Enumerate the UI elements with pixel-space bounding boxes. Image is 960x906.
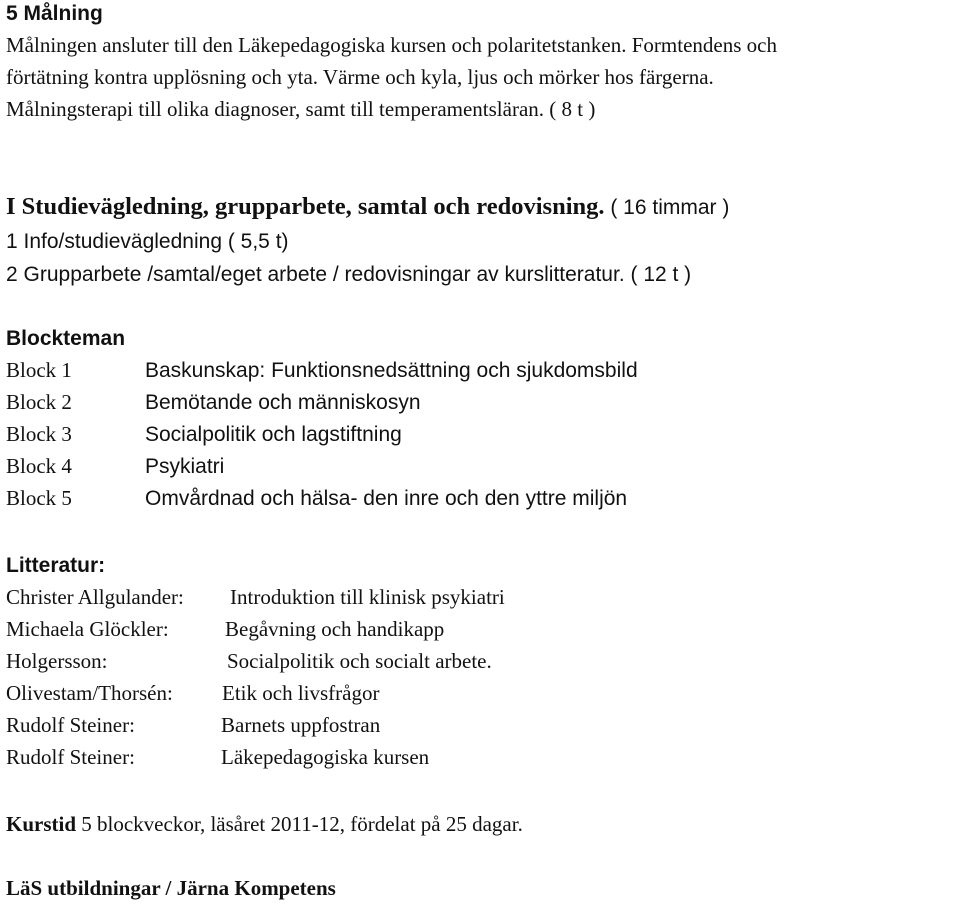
literature-title: Begåvning och handikapp — [225, 617, 445, 641]
study-hours: ( 16 timmar ) — [604, 196, 730, 219]
literature-row — [6, 619, 806, 640]
literature-heading: Litteratur: — [6, 554, 106, 577]
block-row — [6, 456, 806, 477]
block-row — [6, 488, 806, 509]
block-label: Block 5 — [6, 486, 72, 510]
section-heading: 5 Målning — [6, 2, 103, 25]
literature-row — [6, 587, 806, 608]
study-item: 2 Grupparbete /samtal/eget arbete / redovisningar av kurslitteratur. ( 12 t ) — [6, 263, 692, 286]
blocks-heading: Blockteman — [6, 327, 126, 350]
study-heading-row — [6, 195, 729, 220]
block-row — [6, 392, 806, 413]
block-theme: Baskunskap: Funktionsnedsättning och sjukdomsbild — [145, 359, 638, 382]
block-label: Block 4 — [6, 454, 72, 478]
literature-title: Introduktion till klinisk psykiatri — [230, 585, 505, 609]
literature-row — [6, 747, 806, 768]
block-row — [6, 424, 806, 445]
block-label: Block 1 — [6, 358, 72, 382]
block-label: Block 3 — [6, 422, 72, 446]
literature-row — [6, 683, 806, 704]
literature-author: Christer Allgulander: — [6, 585, 184, 609]
literature-author: Michaela Glöckler: — [6, 617, 169, 641]
literature-author: Olivestam/Thorsén: — [6, 681, 173, 705]
block-theme: Socialpolitik och lagstiftning — [145, 423, 402, 446]
block-row — [6, 360, 806, 381]
course-time-text: 5 blockveckor, läsåret 2011-12, fördelat på 25 dagar. — [76, 812, 523, 836]
literature-title: Läkepedagogiska kursen — [221, 745, 430, 769]
study-item: 1 Info/studievägledning ( 5,5 t) — [6, 230, 289, 253]
paragraph-line: Målningen ansluter till den Läkepedagogiska kursen och polaritetstanken. Formtendens och — [6, 33, 777, 57]
literature-title: Barnets uppfostran — [221, 713, 381, 737]
literature-title: Socialpolitik och socialt arbete. — [227, 649, 492, 673]
literature-title: Etik och livsfrågor — [222, 681, 380, 705]
literature-author: Rudolf Steiner: — [6, 745, 135, 769]
course-time-label: Kurstid — [6, 812, 77, 836]
footer-org: LäS utbildningar / Järna Kompetens — [6, 876, 336, 900]
literature-row — [6, 651, 806, 672]
block-theme: Omvårdnad och hälsa- den inre och den yttre miljön — [145, 487, 628, 510]
paragraph-line: Målningsterapi till olika diagnoser, samt till temperamentsläran. ( 8 t ) — [6, 97, 596, 121]
block-label: Block 2 — [6, 390, 72, 414]
literature-author: Holgersson: — [6, 649, 108, 673]
literature-row — [6, 715, 806, 736]
study-heading: I Studievägledning, grupparbete, samtal och redovisning. — [6, 193, 605, 220]
block-theme: Psykiatri — [145, 455, 225, 478]
paragraph-line: förtätning kontra upplösning och yta. Värme och kyla, ljus och mörker hos färgerna. — [6, 65, 714, 89]
course-time — [6, 814, 523, 835]
block-theme: Bemötande och människosyn — [145, 391, 421, 414]
literature-author: Rudolf Steiner: — [6, 713, 135, 737]
